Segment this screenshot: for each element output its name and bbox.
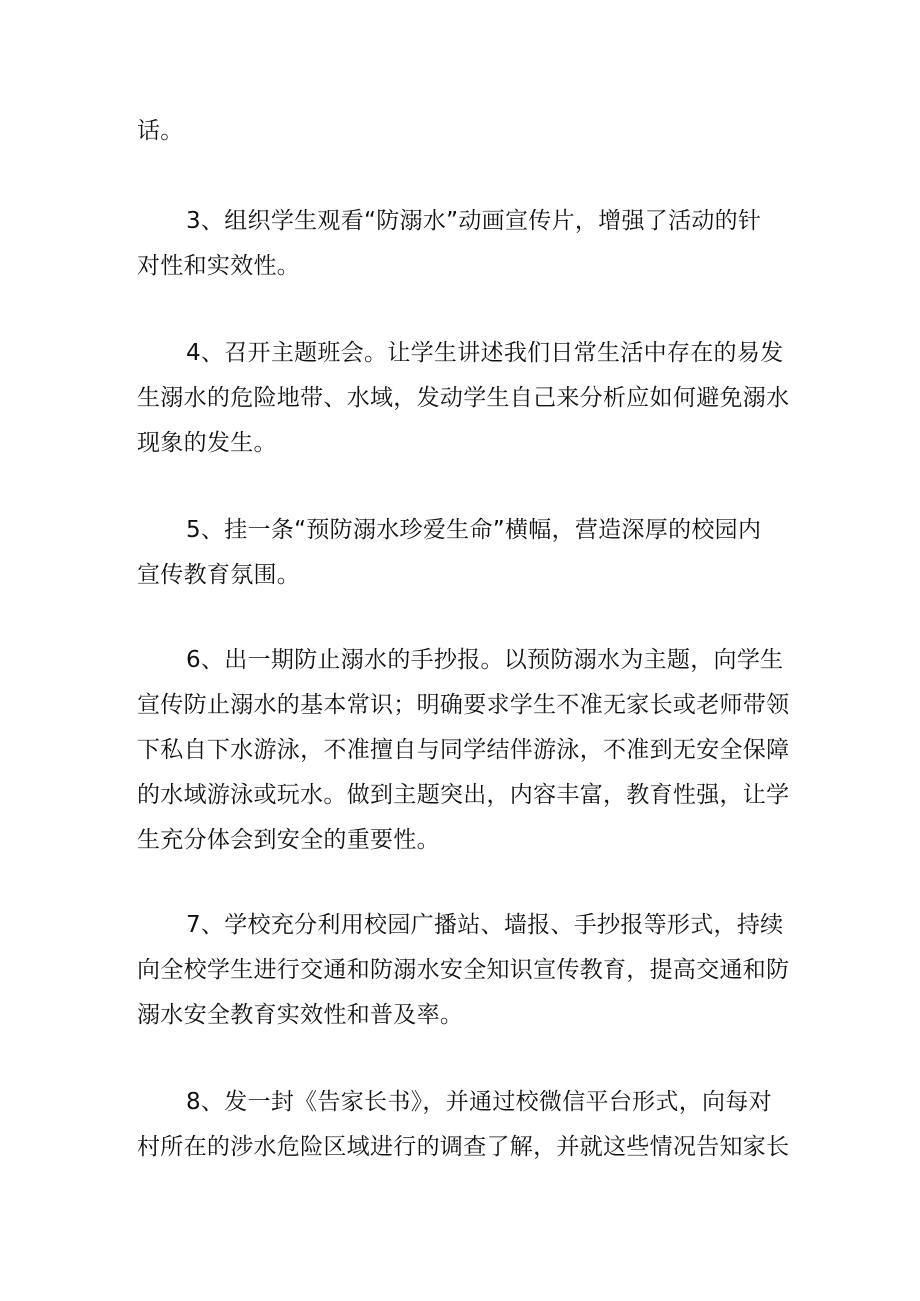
item-7-line-2: 向全校学生进行交通和防溺水安全知识宣传教育，提高交通和防 xyxy=(137,957,790,983)
item-4-line-1: 4、召开主题班会。让学生讲述我们日常生活中存在的易发 xyxy=(186,340,784,366)
item-6-line-3: 下私自下水游泳，不准擅自与同学结伴游泳，不准到无安全保障 xyxy=(137,737,790,763)
text-line-1: 话。 xyxy=(137,118,184,144)
item-5-line-1: 5、挂一条“预防溺水珍爱生命”横幅，营造深厚的校园内 xyxy=(186,517,762,543)
item-4-line-3: 现象的发生。 xyxy=(137,430,277,456)
item-6-line-2: 宣传防止溺水的基本常识；明确要求学生不准无家长或老师带领 xyxy=(137,692,790,718)
item-6-line-4: 的水域游泳或玩水。做到主题突出，内容丰富，教育性强，让学 xyxy=(137,782,790,808)
item-6-line-1: 6、出一期防止溺水的手抄报。以预防溺水为主题，向学生 xyxy=(186,647,784,673)
item-8-line-2: 村所在的涉水危险区域进行的调查了解，并就这些情况告知家长 xyxy=(137,1134,790,1160)
item-3-line-1: 3、组织学生观看“防溺水”动画宣传片，增强了活动的针 xyxy=(186,208,762,234)
item-3-line-2: 对性和实效性。 xyxy=(137,253,301,279)
item-4-line-2: 生溺水的危险地带、水域，发动学生自己来分析应如何避免溺水 xyxy=(137,385,790,411)
item-7-line-3: 溺水安全教育实效性和普及率。 xyxy=(137,1002,464,1028)
item-7-line-1: 7、学校充分利用校园广播站、墙报、手抄报等形式，持续 xyxy=(186,912,784,938)
item-6-line-5: 生充分体会到安全的重要性。 xyxy=(137,827,440,853)
item-5-line-2: 宣传教育氛围。 xyxy=(137,562,301,588)
item-8-line-1: 8、发一封《告家长书》，并通过校微信平台形式，向每对 xyxy=(186,1089,772,1115)
